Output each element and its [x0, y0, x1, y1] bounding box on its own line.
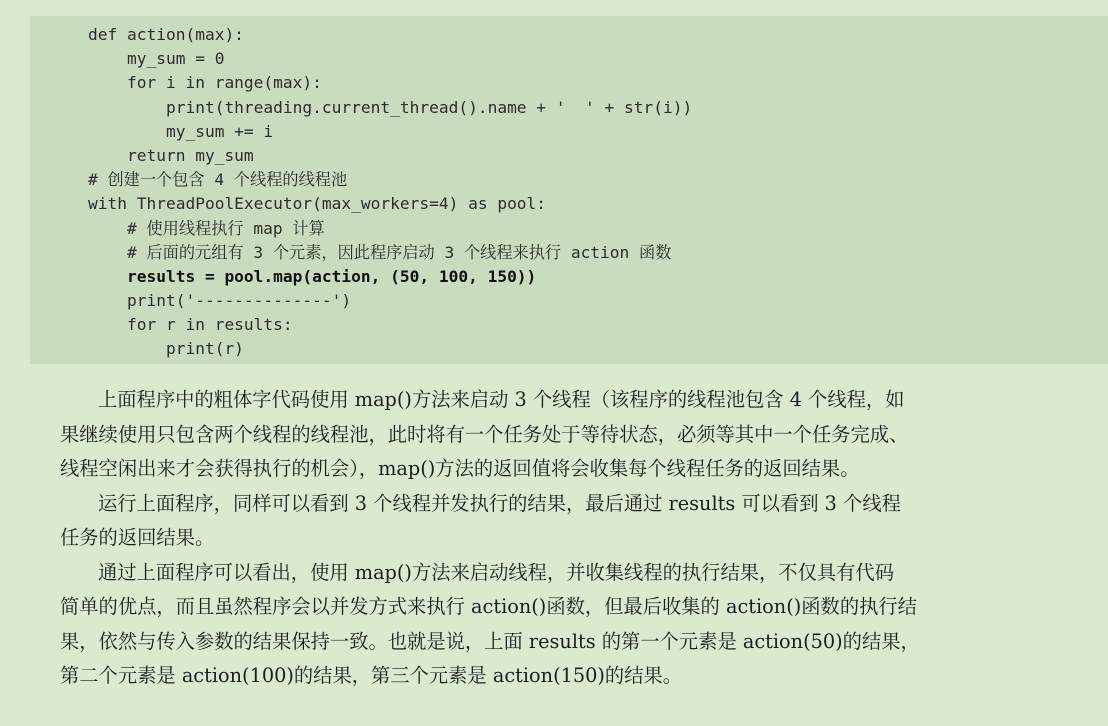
paragraph — [60, 556, 1100, 694]
code-line: print(threading.current_thread().name + ' ' + str(i)) — [88, 97, 693, 117]
code-line: return my_sum — [88, 145, 254, 165]
paragraph-line: 果，依然与传入参数的结果保持一致。也就是说，上面 results 的第一个元素是 action(50)的结果， — [60, 629, 920, 653]
code-line: def action(max): — [88, 25, 244, 44]
paragraph-line: 通过上面程序可以看出，使用 map()方法来启动线程，并收集线程的执行结果，不仅具有代码 — [98, 560, 894, 584]
paragraph-line: 简单的优点，而且虽然程序会以并发方式来执行 action()函数，但最后收集的 action()函数的执行结 — [60, 595, 917, 618]
code-line: for i in range(max): — [88, 73, 322, 93]
body-text — [60, 383, 1100, 694]
paragraph-line: 任务的返回结果。 — [60, 526, 215, 549]
paragraph-line: 第二个元素是 action(100)的结果，第三个元素是 action(150)的结果。 — [60, 664, 683, 687]
code-comment: # 使用线程执行 map 计算 — [88, 218, 325, 238]
code-line: print(r) — [88, 339, 244, 359]
paragraph-line: 运行上面程序，同样可以看到 3 个线程并发执行的结果，最后通过 results 可以看到 3 个线程 — [98, 491, 901, 515]
paragraph — [60, 487, 1100, 556]
code-line: my_sum = 0 — [88, 49, 225, 69]
paragraph-line: 果继续使用只包含两个线程的线程池，此时将有一个任务处于等待状态，必须等其中一个任务完成、 — [60, 422, 909, 446]
code-line-bold: results = pool.map(action, (50, 100, 150)) — [88, 266, 537, 286]
code-block — [30, 16, 1108, 364]
paragraph — [60, 383, 1100, 487]
code-comment: # 后面的元组有 3 个元素，因此程序启动 3 个线程来执行 action 函数 — [88, 242, 672, 262]
code-line: print('--------------') — [88, 291, 352, 311]
code-line: for r in results: — [88, 315, 293, 335]
code-comment: # 创建一个包含 4 个线程的线程池 — [88, 170, 348, 190]
code-line: with ThreadPoolExecutor(max_workers=4) as pool: — [88, 194, 547, 214]
paragraph-line: 线程空闲出来才会获得执行的机会），map()方法的返回值将会收集每个线程任务的返回结果。 — [60, 457, 860, 480]
paragraph-line: 上面程序中的粗体字代码使用 map()方法来启动 3 个线程（该程序的线程池包含 4 个线程，如 — [98, 388, 905, 411]
code-line: my_sum += i — [88, 121, 274, 141]
